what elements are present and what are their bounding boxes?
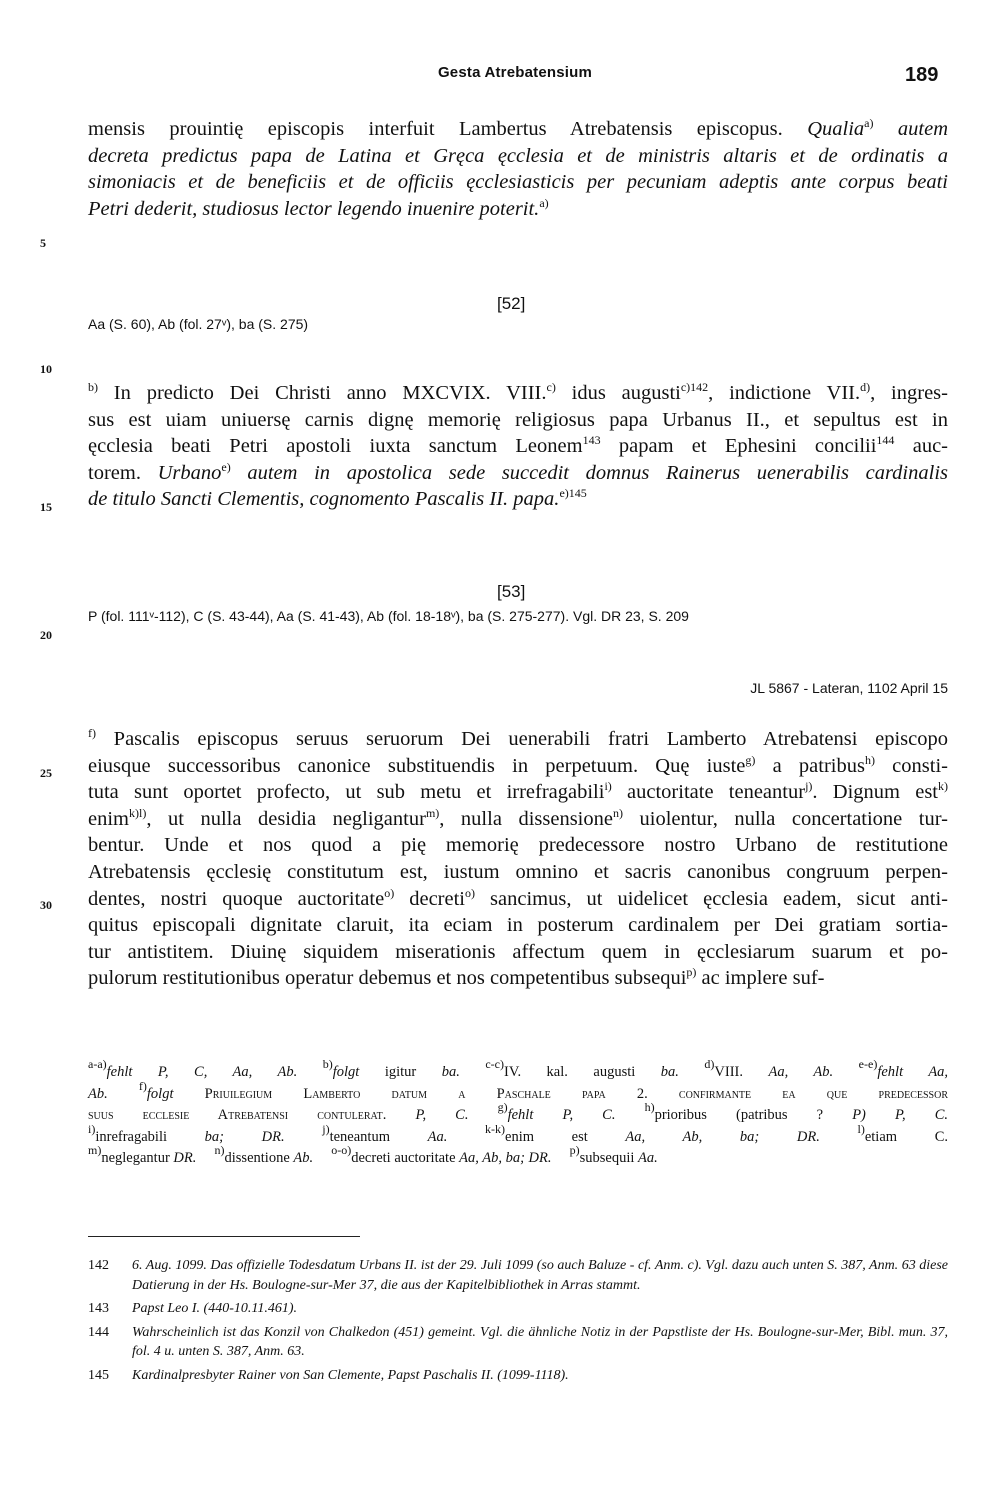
- siglum-marker: h): [644, 1100, 655, 1114]
- siglum-marker: f): [138, 1078, 147, 1093]
- text-run: fehlt P, C.: [507, 1107, 616, 1123]
- text-run: Qualia: [807, 118, 865, 140]
- text-run: mensis prouintię episcopis interfuit Lambertus Atrebatensis episcopus.: [88, 118, 808, 140]
- text-run: dissentione: [224, 1150, 294, 1166]
- siglum-marker: 144: [876, 433, 895, 448]
- footnote-142: [88, 1256, 948, 1295]
- text-run: . Dignum est: [812, 781, 938, 804]
- text-run: decreta predictus papa de Latina et Gręca ęcclesia et de ministris altaris et de ordinatis a: [88, 144, 948, 167]
- section-number-53: [53]: [497, 582, 526, 601]
- text-run: neglegantur: [101, 1150, 174, 1166]
- opening-paragraph: [88, 116, 948, 222]
- text-run: VIII.: [714, 1064, 769, 1080]
- text-run: ba.: [441, 1064, 460, 1080]
- text-run: fehlt P, C, Aa, Ab.: [106, 1064, 298, 1080]
- text-line: [88, 1057, 949, 1084]
- siglum-marker: n): [214, 1143, 225, 1157]
- siglum-marker: n): [612, 805, 623, 820]
- siglum-marker: 143: [582, 433, 601, 448]
- line-number-10: 10: [40, 362, 52, 376]
- siglum-marker: d): [704, 1057, 715, 1071]
- text-run: a patribus: [755, 754, 865, 777]
- line-number-5: 5: [40, 236, 46, 250]
- line-number-20: 20: [40, 628, 52, 642]
- siglum-marker: c)142: [680, 380, 709, 394]
- footnote-144: [88, 1323, 948, 1362]
- text-run: 144: [88, 1324, 109, 1340]
- siglum-marker: o): [384, 885, 395, 900]
- text-line: [88, 460, 948, 487]
- text-run: prioribus (patribus ?: [654, 1107, 853, 1123]
- text-line: [88, 433, 948, 460]
- text-run: In predicto Dei Christi anno MXCVIX. VIII.: [98, 382, 547, 404]
- text-run: IV. kal. augusti: [504, 1064, 661, 1080]
- text-run: igitur: [359, 1064, 442, 1080]
- siglum-marker: j): [805, 779, 813, 794]
- text-line: [88, 196, 948, 223]
- text-run: eiusque successoribus canonice substituendis in perpetuum. Quę iuste: [88, 754, 746, 777]
- siglum-marker: k)l): [129, 805, 147, 820]
- siglum-marker: p): [686, 965, 697, 980]
- text-run: subsequii: [579, 1150, 639, 1166]
- footnote-143: [88, 1299, 948, 1319]
- siglum-marker: f): [88, 726, 96, 740]
- siglum-marker: e-e): [858, 1057, 878, 1071]
- siglum-marker: j): [322, 1121, 330, 1136]
- text-line: [88, 726, 948, 753]
- text-run: Papst Leo I. (440-10.11.461).: [132, 1301, 297, 1316]
- text-run: bentur. Unde et nos quod a pię memorię predecessore nostro Urbano de restitutione: [88, 834, 948, 857]
- text-run: P) P, C.: [852, 1107, 948, 1123]
- siglum-marker: a): [864, 116, 874, 130]
- text-run: pulorum restitutionibus operatur debemus et nos competentibus subsequi: [88, 967, 687, 990]
- text-run: Atrebatensis ęcclesię constitutum est, iustum omnino et sacris canonibus congruum perpen-: [88, 860, 948, 883]
- text-run: folgt: [146, 1085, 174, 1102]
- text-line: [88, 380, 948, 407]
- text-run: etiam: [864, 1128, 935, 1145]
- siglum-marker: m): [88, 1143, 102, 1157]
- text-run: auctoritate teneantur: [611, 781, 806, 804]
- text-line: [88, 753, 948, 780]
- text-run: , ut nulla desidia negligantur: [146, 807, 426, 830]
- footnotes: [88, 1256, 948, 1389]
- text-run: , ingres-: [870, 382, 948, 404]
- text-run: fehlt Aa,: [877, 1064, 949, 1080]
- sources-52: Aa (S. 60), Ab (fol. 27ᵛ), ba (S. 275): [88, 316, 309, 332]
- text-run: de titulo Sancti Clementis, cognomento Pascalis II. papa.: [88, 488, 560, 511]
- siglum-marker: g): [745, 752, 756, 767]
- text-line: [88, 779, 948, 806]
- siglum-marker: c): [546, 380, 556, 394]
- siglum-marker: p): [569, 1143, 580, 1157]
- text-run: tuta sunt oportet profecto, ut sub metu et irrefragabili: [88, 781, 605, 804]
- text-run: consti-: [874, 754, 948, 777]
- critical-apparatus: [88, 1057, 949, 1170]
- siglum-marker: o-o): [331, 1143, 352, 1157]
- siglum-marker: e)145: [559, 486, 587, 501]
- text-line: [88, 1078, 948, 1106]
- text-run: , nulla dissensione: [439, 807, 613, 830]
- line-number-30: 30: [40, 898, 52, 912]
- text-run: , indictione VII.: [708, 382, 861, 404]
- text-run: autem in apostolica sede succedit domnus Rainerus uenerabilis cardinalis: [230, 461, 948, 484]
- text-run: C.: [934, 1128, 948, 1145]
- sources-53: P (fol. 111ᵛ-112), C (S. 43-44), Aa (S. 41-43), Ab (fol. 18-18ᵛ), ba (S. 275-277). Vgl. DR 23, S. 209: [88, 608, 689, 624]
- text-run: ac implere suf-: [696, 967, 825, 990]
- text-line: [88, 806, 948, 833]
- text-run: 6. Aug. 1099. Das offizielle Todesdatum Urbans II. ist der 29. Juli 1099 (so auch Baluze - cf. Anm. c). Vgl. dazu auch unten S. 387, Anm. 63 diese Datierung in der Hs. Boulogne-sur-Mer 37, die aus der Kapitelbibliothek in Arras stammt.: [132, 1258, 948, 1293]
- text-run: Kardinalpresbyter Rainer von San Clemente, Papst Paschalis II. (1099-1118).: [132, 1367, 569, 1383]
- line-number-15: 15: [40, 500, 52, 514]
- line-number-25: 25: [40, 766, 52, 780]
- siglum-marker: b): [88, 380, 98, 394]
- text-run: ba; DR.: [204, 1128, 285, 1145]
- text-run: enim est: [505, 1128, 626, 1145]
- text-run: enim: [88, 807, 129, 830]
- siglum-marker: h): [864, 752, 875, 767]
- text-run: dentes, nostri quoque auctoritate: [88, 887, 385, 910]
- text-run: sancimus, ut uidelicet ęcclesia eadem, sicut anti-: [475, 887, 949, 910]
- text-run: P, C.: [415, 1107, 469, 1123]
- siglum-marker: k-k): [485, 1121, 506, 1136]
- text-run: Pascalis episcopus seruus seruorum Dei uenerabili fratri Lamberto Atrebatensi episcopo: [96, 728, 948, 750]
- footnote-145: [88, 1366, 948, 1386]
- text-line: [88, 486, 948, 513]
- text-run: Aa, Ab, ba; DR.: [625, 1128, 820, 1145]
- siglum-marker: d): [860, 380, 871, 394]
- text-run: Aa, Ab, ba; DR.: [459, 1150, 552, 1166]
- siglum-marker: b): [322, 1057, 333, 1071]
- text-line: [88, 116, 948, 143]
- register-reference: JL 5867 - Lateran, 1102 April 15: [750, 680, 948, 696]
- text-run: folgt: [332, 1064, 360, 1080]
- text-run: 143: [88, 1301, 109, 1316]
- text-run: inrefragabili: [95, 1128, 205, 1145]
- text-line: [88, 965, 948, 992]
- siglum-marker: a): [539, 195, 549, 210]
- siglum-marker: c-c): [485, 1057, 505, 1071]
- text-run: suus ecclesie Atrebatensi contulerat.: [88, 1107, 416, 1123]
- siglum-marker: o): [465, 885, 475, 900]
- text-run: decreti: [394, 887, 465, 910]
- text-run: 142: [88, 1258, 109, 1273]
- text-run: decreti auctoritate: [351, 1150, 460, 1166]
- text-line: [88, 1143, 948, 1170]
- text-run: uiolentur, nulla concertatione tur-: [622, 807, 948, 830]
- siglum-marker: l): [857, 1121, 865, 1136]
- text-run: torem.: [88, 461, 158, 484]
- text-run: Aa, Ab.: [768, 1064, 834, 1080]
- section-53-text: [88, 726, 948, 992]
- text-line: [88, 1100, 948, 1127]
- text-run: Petri dederit, studiosus lector legendo inuenire poterit.: [88, 197, 540, 220]
- text-run: idus augusti: [555, 382, 681, 404]
- text-run: auc-: [894, 435, 948, 458]
- text-run: DR.: [173, 1150, 197, 1166]
- text-run: Aa.: [427, 1128, 448, 1145]
- text-run: papam et Ephesini concilii: [600, 435, 877, 458]
- text-run: 145: [88, 1367, 109, 1383]
- siglum-marker: a-a): [88, 1057, 107, 1071]
- footnote-rule: [88, 1236, 360, 1237]
- siglum-marker: i): [88, 1121, 96, 1136]
- section-52-text: [88, 380, 948, 513]
- text-run: quitus episcopali dignitate claruit, ita eciam in posterum cardinalem per Dei gratiam sortia-: [88, 914, 948, 937]
- text-run: Ab.: [293, 1150, 314, 1166]
- text-run: Wahrscheinlich ist das Konzil von Chalkedon (451) gemeint. Vgl. die ähnliche Notiz in der Papstliste der Hs. Boulogne-sur-Mer, Bibl. mun. 37, fol. 4 u. unten S. 387, Anm. 63.: [132, 1324, 948, 1359]
- running-header-title: Gesta Atrebatensium: [437, 64, 593, 81]
- siglum-marker: g): [497, 1100, 508, 1114]
- section-number-52: [52]: [497, 294, 526, 313]
- text-run: simoniacis et de beneficiis et de officiis ęcclesiasticis per pecuniam adeptis ante corpus beati: [88, 171, 948, 194]
- siglum-marker: i): [604, 779, 612, 794]
- text-run: autem: [873, 118, 949, 140]
- text-run: ęcclesia beati Petri apostoli iuxta sanctum Leonem: [88, 435, 583, 458]
- text-run: Urbano: [157, 461, 222, 484]
- text-run: tur antistitem. Diuinę siquidem miserationis affectum quem in ęcclesiarum suarum et po-: [88, 940, 948, 963]
- text-run: Aa.: [638, 1150, 658, 1166]
- text-line: [88, 886, 948, 913]
- text-run: sus est uiam uniuersę carnis dignę memorię religiosus papa Urbanus II., et sepultus est in: [88, 408, 948, 431]
- page-number: 189: [905, 64, 939, 86]
- text-run: ba.: [660, 1064, 679, 1080]
- text-run: Priuilegium Lamberto datum a Paschale papa 2. confirmante ea que predecessor: [173, 1085, 948, 1102]
- text-run: teneantum: [329, 1128, 428, 1145]
- text-run: Ab.: [88, 1085, 108, 1102]
- siglum-marker: m): [425, 805, 440, 820]
- siglum-marker: e): [221, 459, 231, 474]
- siglum-marker: k): [938, 779, 948, 794]
